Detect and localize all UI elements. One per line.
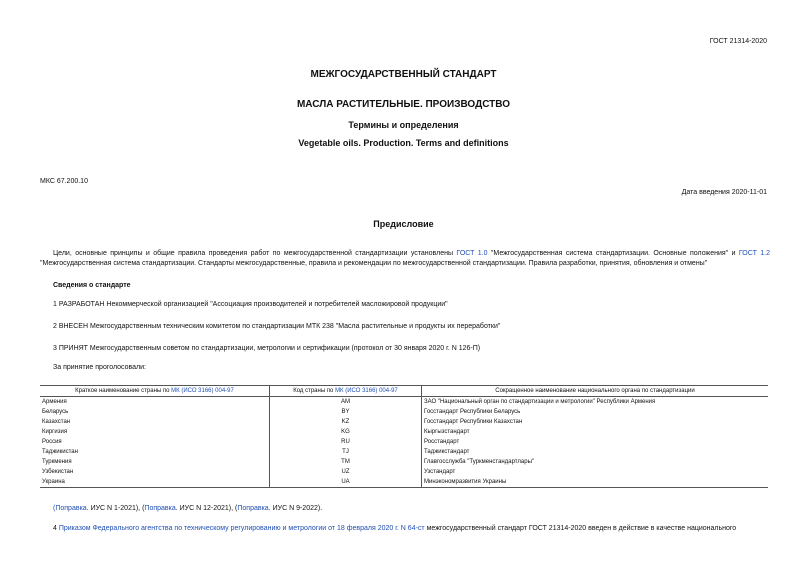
amendment-link[interactable]: Поправка	[237, 505, 269, 512]
table-row	[40, 407, 768, 417]
cell-country: Армения	[42, 399, 67, 405]
cell-code: KG	[270, 427, 422, 437]
cell-standards-body: Госстандарт Республики Казахстан	[422, 417, 769, 427]
cell-country: Узбекистан	[42, 469, 74, 475]
mk-iso-link[interactable]: МК (ИСО 3166) 004-97	[335, 388, 398, 394]
table-row	[40, 427, 768, 437]
cell-code: TM	[270, 457, 422, 467]
standard-info-heading: Сведения о стандарте	[53, 282, 131, 289]
info-item-developed: 1 РАЗРАБОТАН Некоммерческой организацией "Ассоциация производителей и потребителей масложировой продукции"	[53, 301, 448, 308]
cell-standards-body: ЗАО "Национальный орган по стандартизации и метрологии" Республики Армения	[422, 397, 769, 408]
amendments-line: (Поправка. ИУС N 1-2021), (Поправка. ИУС N 12-2021), (Поправка. ИУС N 9-2022).	[53, 505, 323, 512]
cell-standards-body: Таджикстандарт	[422, 447, 769, 457]
table-row	[40, 447, 768, 457]
mks-code: МКС 67.200.10	[40, 178, 88, 185]
cell-code: KZ	[270, 417, 422, 427]
table-header-row	[40, 386, 768, 397]
cell-country: Туркмения	[42, 459, 72, 465]
cell-standards-body: Госстандарт Республики Беларусь	[422, 407, 769, 417]
cell-code: UA	[270, 477, 422, 488]
cell-code: UZ	[270, 467, 422, 477]
cell-country: Казахстан	[42, 419, 71, 425]
column-header-code: Код страны по МК (ИСО 3166) 004-97	[270, 386, 422, 397]
document-title: МАСЛА РАСТИТЕЛЬНЫЕ. ПРОИЗВОДСТВО	[296, 99, 511, 110]
table-row	[40, 397, 768, 408]
order-link[interactable]: Приказом Федерального агентства по техническому регулированию и метрологии от 18 февраля 2020 г. N 64-ст	[58, 525, 425, 532]
table-row	[40, 477, 768, 488]
cell-standards-body: Главгосслужба "Туркменстандартлары"	[422, 457, 769, 467]
cell-standards-body: Минэкономразвития Украины	[422, 477, 769, 488]
standard-type-heading: МЕЖГОСУДАРСТВЕННЫЙ СТАНДАРТ	[310, 69, 497, 80]
mk-iso-link[interactable]: МК (ИСО 3166) 004-97	[171, 388, 234, 394]
cell-code: AM	[270, 397, 422, 408]
table-row	[40, 417, 768, 427]
column-header-country: Краткое наименование страны по МК (ИСО 3166) 004-97	[40, 386, 270, 397]
gost-1-0-link[interactable]: ГОСТ 1.0	[456, 250, 488, 257]
table-row	[40, 457, 768, 467]
introduction-date: Дата введения 2020-11-01	[681, 189, 767, 196]
cell-standards-body: Росстандарт	[422, 437, 769, 447]
table-row	[40, 437, 768, 447]
cell-country: Киргизия	[42, 429, 68, 435]
cell-country: Украина	[40, 477, 270, 488]
voting-countries-table	[40, 385, 768, 488]
cell-standards-body: Кыргызстандарт	[422, 427, 769, 437]
amendment-link[interactable]: Поправка	[144, 505, 176, 512]
cell-country: Беларусь	[42, 409, 69, 415]
cell-code: BY	[270, 407, 422, 417]
document-subtitle: Термины и определения	[348, 120, 459, 130]
cell-code: RU	[270, 437, 422, 447]
info-item-submitted: 2 ВНЕСЕН Межгосударственным техническим комитетом по стандартизации МТК 238 "Масла растительные и продукты их переработки"	[53, 323, 501, 330]
info-item-enacted: 4 Приказом Федерального агентства по техническому регулированию и метрологии от 18 февраля 2020 г. N 64-ст межгосударственный стандарт ГОСТ 21314-2020 введен в действие в качестве национального	[53, 525, 737, 532]
cell-country: Таджикистан	[42, 449, 78, 455]
column-header-body: Сокращенное наименование национального органа по стандартизации	[422, 386, 769, 397]
foreword-heading: Предисловие	[373, 219, 434, 229]
cell-country: Россия	[42, 439, 62, 445]
cell-code: TJ	[270, 447, 422, 457]
info-item-adopted: 3 ПРИНЯТ Межгосударственным советом по стандартизации, метрологии и сертификации (протокол от 30 января 2020 г. N 126-П)	[53, 345, 481, 352]
foreword-paragraph: Цели, основные принципы и общие правила проведения работ по межгосударственной стандартизации установлены ГОСТ 1.0 "Межгосударственная система стандартизации. Основные положения" и ГОСТ 1.2 "Межгосударственная система стандартизации. Стандарты межгосударственные, правила и рекомендации по межгосударственной стандартизации. Правила разработки, принятия, обновления и отмены"	[40, 250, 770, 267]
document-title-english: Vegetable oils. Production. Terms and definitions	[298, 138, 509, 148]
amendment-link[interactable]: Поправка	[55, 505, 87, 512]
table-row	[40, 467, 768, 477]
cell-standards-body: Узстандарт	[422, 467, 769, 477]
gost-1-2-link[interactable]: ГОСТ 1.2	[738, 250, 770, 257]
document-id: ГОСТ 21314-2020	[709, 38, 767, 45]
voted-for-label: За принятие проголосовали:	[53, 364, 146, 371]
